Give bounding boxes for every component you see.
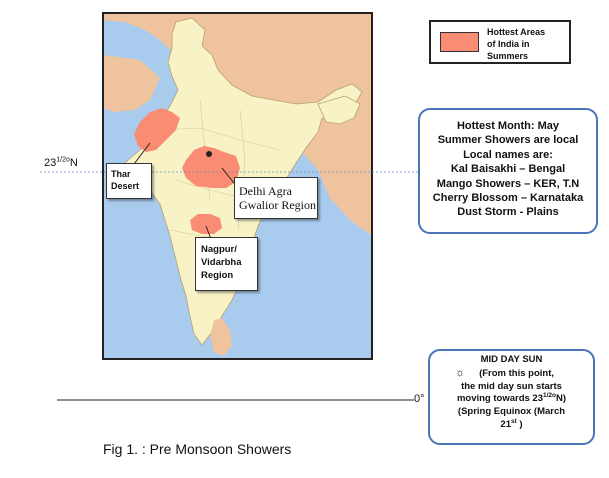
hottest-month-info-box: Hottest Month: May Summer Showers are local Local names are: Kal Baisakhi – Bengal Mango Showers – KER, T.N Cherry Blossom – Karnataka Dust Storm - Plains	[418, 108, 598, 234]
mid-day-sun-box: MID DAY SUN ☼ (From this point, the mid day sun starts moving towards $23^{1/2o}N$) (Spring Equinox (March 21st )	[428, 349, 595, 445]
legend-box	[429, 20, 571, 64]
figure-caption: Fig 1. : Pre Monsoon Showers	[103, 441, 292, 457]
sun-icon: ☼	[454, 366, 466, 379]
latitude-label: $23^{1/2o}N$	[44, 156, 78, 169]
delhi-marker	[206, 151, 212, 157]
equator-label: 0°	[414, 393, 425, 405]
thar-desert-callout: Thar Desert	[106, 163, 152, 199]
hot-area-nagpur	[190, 214, 222, 234]
legend-label: Hottest Areas of India in Summers	[487, 27, 546, 61]
delhi-agra-callout: Delhi Agra Gwalior Region	[234, 177, 318, 219]
legend-swatch	[440, 32, 479, 52]
nagpur-vidarbha-callout: Nagpur/ Vidarbha Region	[195, 237, 258, 291]
